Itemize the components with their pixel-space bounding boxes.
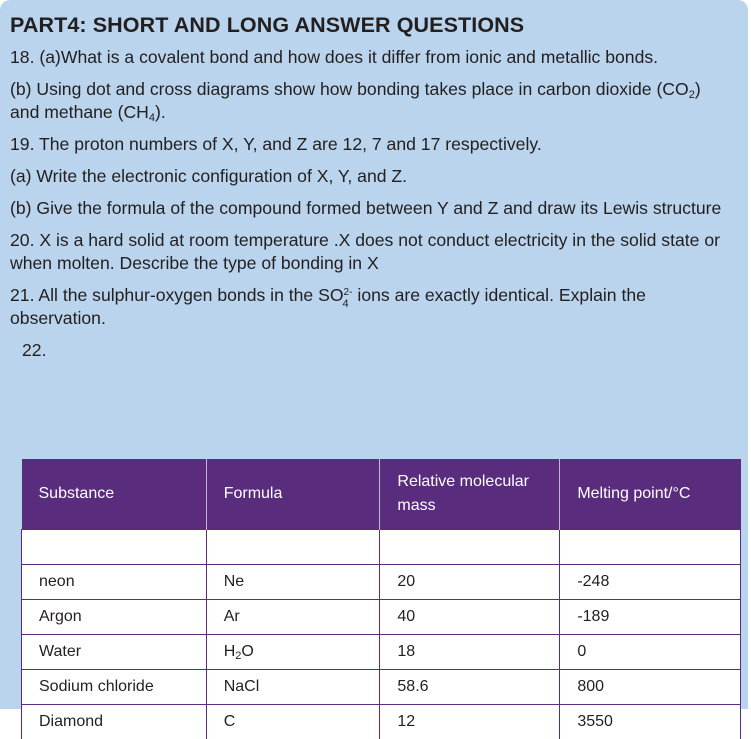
question-20: 20. X is a hard solid at room temperature .X does not conduct electricity in the solid state or when molten. Describe the type of bonding in X [10,229,730,275]
table-row: Sodium chloride NaCl 58.6 800 [22,670,741,705]
table-row: Water H2O 18 0 [22,635,741,670]
sulphate-charge: 2- 4 [344,291,353,301]
table-row: Argon Ar 40 -189 [22,600,741,635]
question-21: 21. All the sulphur-oxygen bonds in the SO 2- 4 ions are exactly identical. Explain the observation. [10,284,730,330]
table-row: neon Ne 20 -248 [22,565,741,600]
question-18b: (b) Using dot and cross diagrams show how bonding takes place in carbon dioxide $(CO_2)$ and methane $(CH_4)$. [10,78,730,124]
question-18a: 18. (a)What is a covalent bond and how does it differ from ionic and metallic bonds. [10,46,730,69]
header-melting-point: Melting point/°C [560,459,741,530]
substances-table [21,459,741,739]
question-19: 19. The proton numbers of X, Y, and Z are 12, 7 and 17 respectively. [10,133,730,156]
table-header-row [22,459,741,530]
question-19a: (a) Write the electronic configuration of X, Y, and Z. [10,165,730,188]
header-substance: Substance [22,459,207,530]
header-formula: Formula [206,459,380,530]
section-title: PART4: SHORT AND LONG ANSWER QUESTIONS [10,12,730,38]
header-relative-molecular-mass: Relative molecular mass [380,459,560,530]
question-19b: (b) Give the formula of the compound formed between Y and Z and draw its Lewis structure [10,197,730,220]
question-22-number: 22. [22,339,730,362]
table-spacer [22,530,741,565]
table-row: Diamond C 12 3550 [22,705,741,739]
